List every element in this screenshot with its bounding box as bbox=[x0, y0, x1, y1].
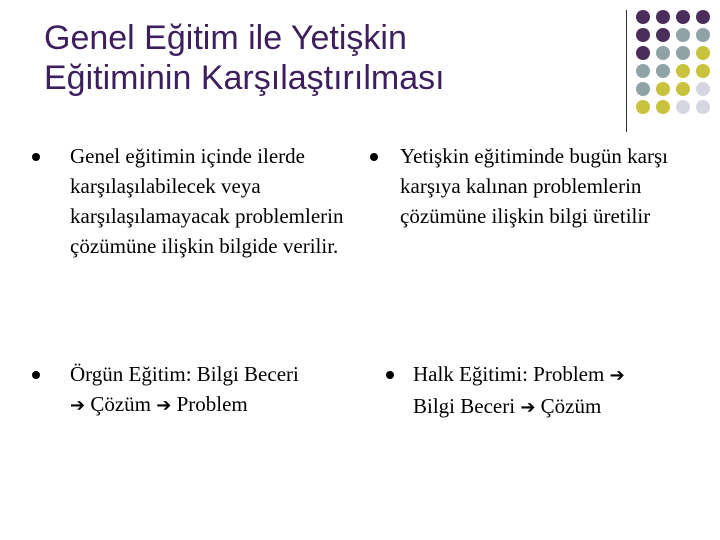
decor-dot bbox=[656, 100, 670, 114]
right-bullet-text-2 bbox=[413, 359, 703, 423]
decor-dot bbox=[696, 10, 710, 24]
decor-dot bbox=[676, 28, 690, 42]
slide-title bbox=[44, 18, 604, 98]
decor-dot bbox=[676, 100, 690, 114]
decor-dot bbox=[656, 64, 670, 78]
decor-dot bbox=[696, 100, 710, 114]
decor-dot bbox=[656, 46, 670, 60]
bullet-dot bbox=[370, 153, 378, 161]
right-arrow-icon: ➔ bbox=[70, 395, 86, 416]
decor-dot bbox=[636, 10, 650, 24]
title-divider bbox=[626, 10, 627, 132]
decor-dot bbox=[636, 46, 650, 60]
left-bullet-2-part3: Problem bbox=[176, 392, 248, 416]
bullet-dot bbox=[32, 371, 40, 379]
right-bullet-text-1: Yetişkin eğitiminde bugün karşı karşıya kalınan problemlerin çözümüne ilişkin bilgi üretilir bbox=[400, 144, 668, 228]
slide-title-line-2: Eğitiminin Karşılaştırılması bbox=[44, 59, 445, 97]
left-bullet-2-part2: Çözüm bbox=[90, 392, 152, 416]
right-arrow-icon: ➔ bbox=[609, 365, 625, 386]
decor-dot bbox=[656, 28, 670, 42]
decor-dot bbox=[656, 82, 670, 96]
right-bullet-2-part1: Halk Eğitimi: Problem bbox=[413, 362, 605, 386]
decor-dot bbox=[696, 64, 710, 78]
bullet-dot bbox=[386, 371, 394, 379]
decor-dot bbox=[676, 64, 690, 78]
left-bullet-text-1: Genel eğitimin içinde ilerde karşılaşılabilecek veya karşılaşılamayacak problemlerin çözümüne ilişkin bilgide verilir. bbox=[70, 144, 344, 258]
decor-dot bbox=[636, 82, 650, 96]
decor-dot bbox=[636, 100, 650, 114]
right-arrow-icon: ➔ bbox=[156, 395, 172, 416]
bullet-dot bbox=[32, 153, 40, 161]
decor-dot bbox=[676, 10, 690, 24]
slide-title-line-1: Genel Eğitim ile Yetişkin bbox=[44, 19, 407, 57]
right-arrow-icon: ➔ bbox=[520, 397, 536, 418]
decor-dot bbox=[696, 28, 710, 42]
decorative-dot-grid bbox=[632, 6, 720, 126]
decor-dot bbox=[656, 10, 670, 24]
right-bullet-2-part3: Çözüm bbox=[540, 394, 602, 418]
left-bullet-2-part1: Örgün Eğitim: Bilgi Beceri bbox=[70, 362, 299, 386]
decor-dot bbox=[676, 82, 690, 96]
decor-dot bbox=[676, 46, 690, 60]
decor-dot bbox=[636, 64, 650, 78]
decor-dot bbox=[696, 82, 710, 96]
decor-dot bbox=[636, 28, 650, 42]
left-bullet-text-2 bbox=[70, 359, 360, 421]
decor-dot bbox=[696, 46, 710, 60]
right-bullet-2-part2: Bilgi Beceri bbox=[413, 394, 516, 418]
